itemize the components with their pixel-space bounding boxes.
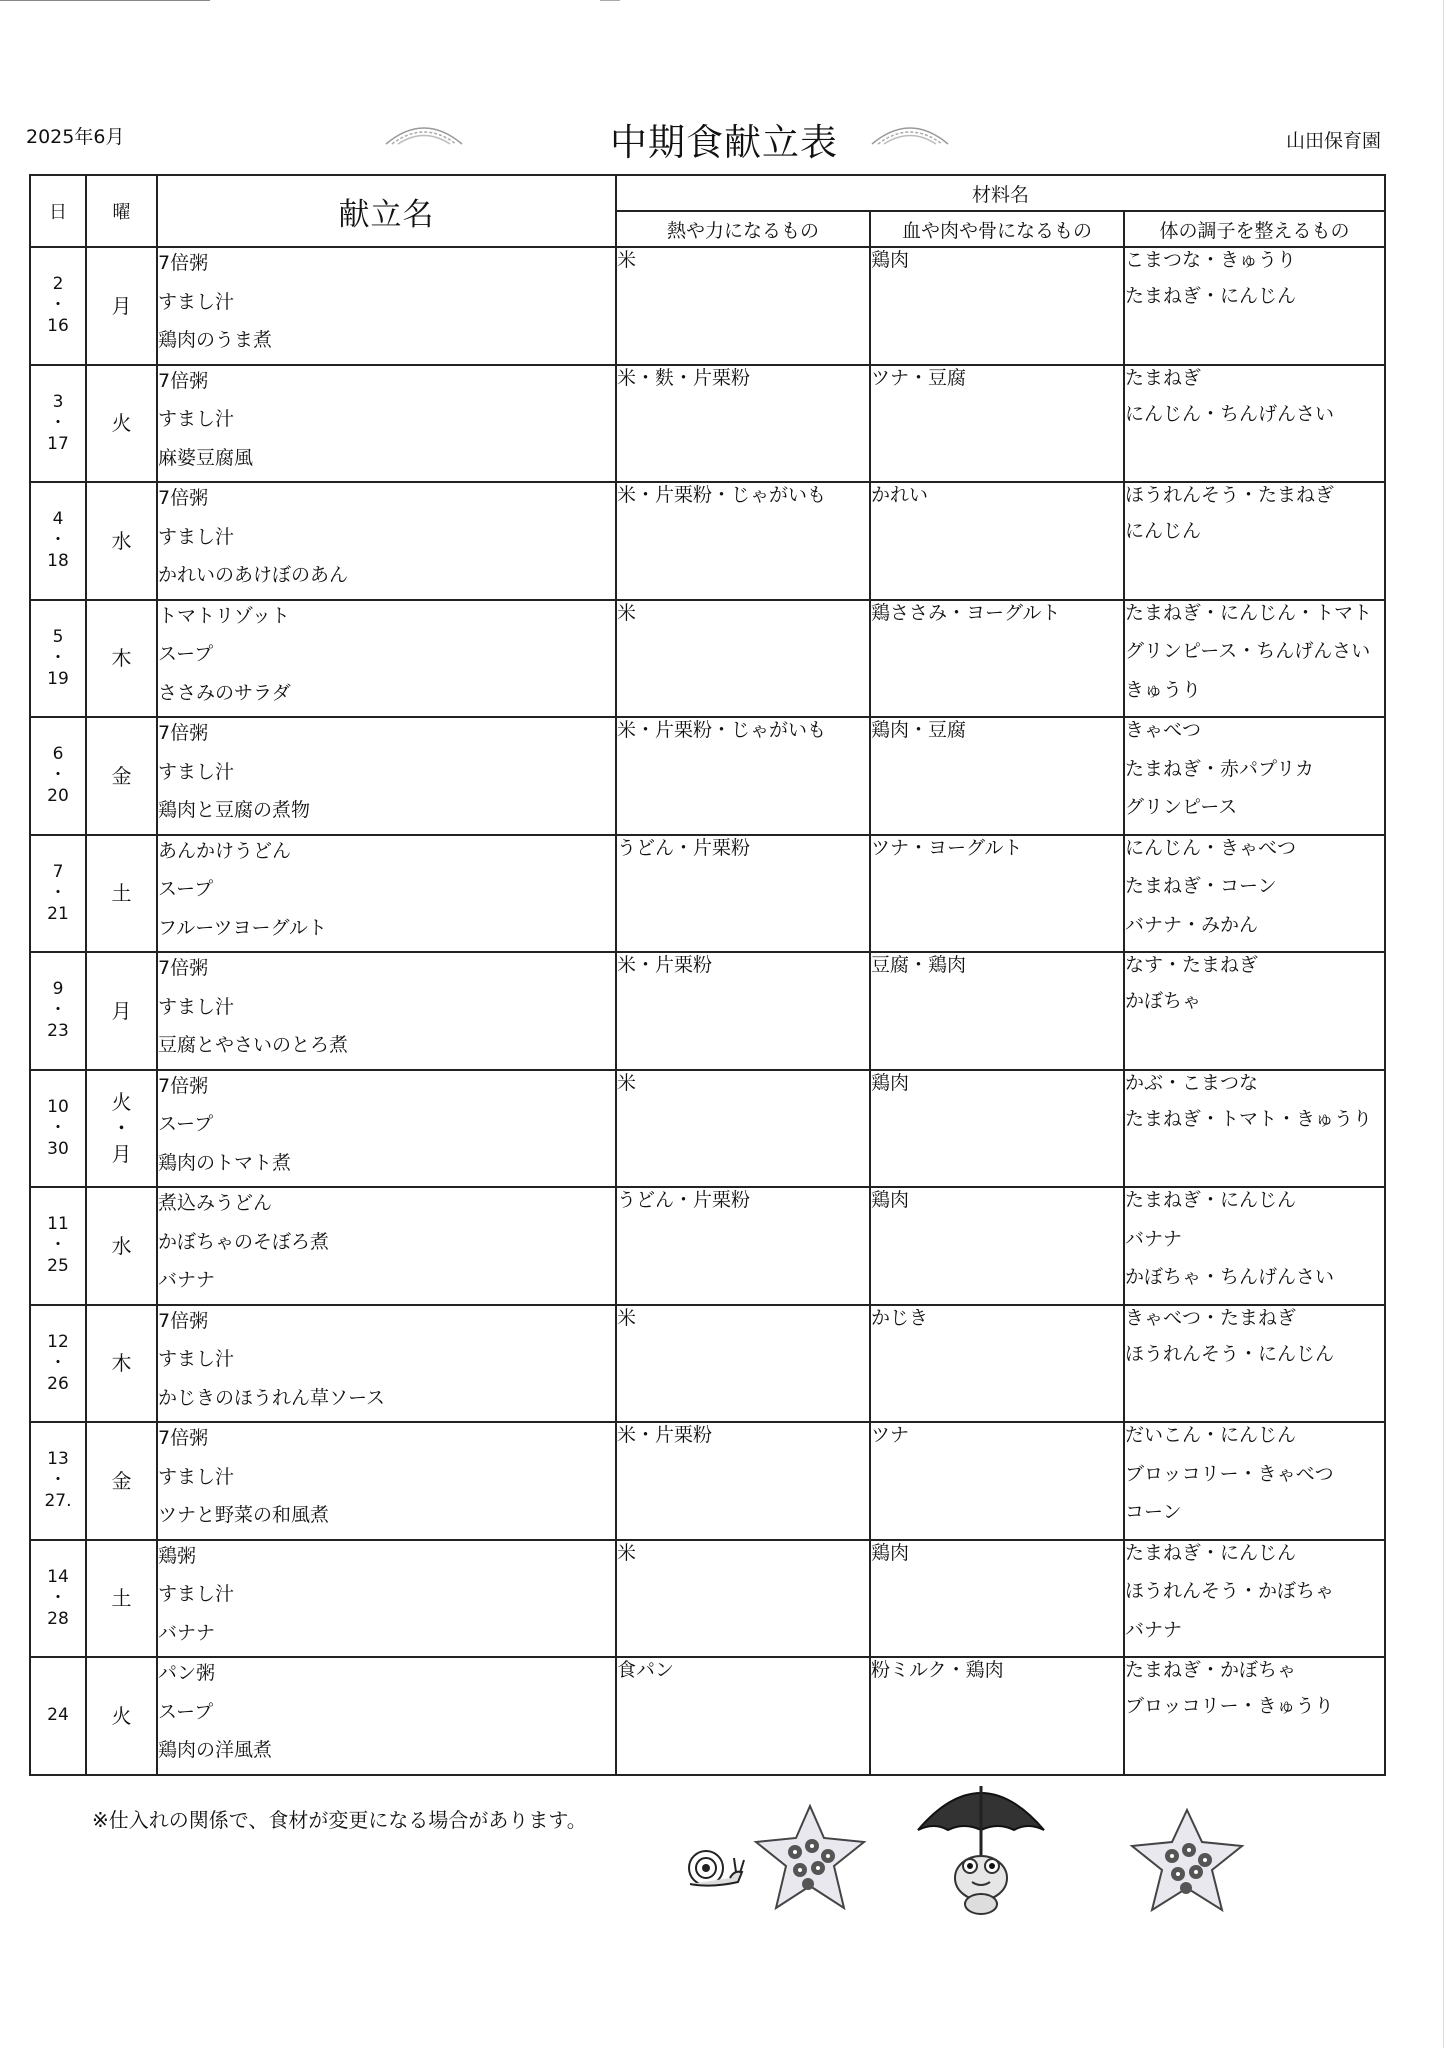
dishes-cell — [157, 1070, 616, 1188]
weekday-cell — [86, 482, 157, 600]
dish-name: 豆腐とやさいのとろ煮 — [158, 1034, 349, 1056]
dish-name: 鶏肉と豆腐の煮物 — [158, 799, 311, 821]
weekday-cell — [86, 1422, 157, 1540]
regulating-foods-cell — [1124, 835, 1385, 953]
energy-foods-cell — [616, 952, 870, 1070]
day-cell — [30, 835, 86, 953]
regulating-foods-cell — [1124, 1657, 1385, 1775]
day-cell — [30, 952, 86, 1070]
dish-name: 麻婆豆腐風 — [158, 446, 254, 469]
ingredient-line: 米 — [617, 601, 637, 624]
day-cell — [30, 1657, 86, 1775]
body-building-foods-cell — [870, 1070, 1124, 1188]
dish-name: すまし汁 — [158, 290, 235, 313]
regulating-foods-cell — [1124, 1305, 1385, 1423]
dish-name: あんかけうどん — [158, 839, 292, 862]
scan-edge-line — [1443, 0, 1444, 2048]
header-day: 日 — [30, 175, 86, 247]
dish-name: ツナと野菜の和風煮 — [158, 1504, 330, 1526]
dish-name: 7倍粥 — [158, 252, 209, 274]
ingredient-line: 鶏肉 — [871, 249, 910, 271]
weekday-part: 火 — [111, 1703, 132, 1728]
ingredient-line: たまねぎ・にんじん — [1125, 285, 1297, 307]
energy-foods-cell — [616, 717, 870, 835]
day-part: 26 — [47, 1373, 69, 1394]
day-part: ・ — [49, 882, 67, 903]
ingredient-line: かぼちゃ — [1125, 990, 1202, 1012]
frog-with-umbrella-icon — [912, 1766, 1050, 1916]
menu-table — [29, 174, 1386, 1776]
weekday-cell — [86, 717, 157, 835]
ingredient-line: こまつな・きゅうり — [1125, 249, 1297, 271]
weekday-part: 月 — [111, 1142, 132, 1167]
day-cell — [30, 717, 86, 835]
day-part: ・ — [49, 1587, 67, 1608]
day-part: 30 — [47, 1138, 69, 1159]
header-regulating-foods: 体の調子を整えるもの — [1124, 211, 1385, 247]
day-part: 4 — [52, 509, 64, 530]
body-building-foods-cell — [870, 835, 1124, 953]
weekday-cell — [86, 1540, 157, 1658]
weekday-cell — [86, 952, 157, 1070]
dishes-cell — [157, 952, 616, 1070]
ingredient-line: 鶏肉・豆腐 — [871, 719, 967, 741]
day-part: 19 — [47, 668, 69, 689]
energy-foods-cell — [616, 600, 870, 718]
dish-name: かれいのあけぼのあん — [158, 564, 349, 586]
day-part: ・ — [49, 530, 67, 551]
rainbow-icon — [868, 118, 952, 146]
header-menu-name: 献立名 — [157, 175, 616, 247]
ingredient-line: 米 — [617, 1541, 637, 1564]
menu-row — [30, 1657, 1385, 1775]
weekday-part: 金 — [111, 1468, 132, 1493]
day-cell — [30, 482, 86, 600]
ingredient-line: たまねぎ・にんじん — [1125, 1189, 1297, 1211]
dish-name: 7倍粥 — [158, 957, 209, 979]
weekday-cell — [86, 1187, 157, 1305]
ingredient-line: きゃべつ・たまねぎ — [1125, 1306, 1297, 1329]
ingredient-line: かぶ・こまつな — [1125, 1071, 1259, 1094]
ingredient-line: バナナ・みかん — [1125, 913, 1259, 936]
dishes-cell — [157, 1540, 616, 1658]
ingredient-line: 米・片栗粉 — [617, 1424, 713, 1446]
day-part: ・ — [49, 295, 67, 316]
dish-name: スープ — [158, 1113, 214, 1135]
ingredient-line: にんじん・きゃべつ — [1125, 836, 1297, 859]
day-part: 3 — [52, 391, 64, 412]
dish-name: 7倍粥 — [158, 1427, 209, 1449]
weekday-cell — [86, 1657, 157, 1775]
weekday-cell — [86, 600, 157, 718]
ingredient-line: ツナ — [871, 1424, 910, 1446]
day-part: ・ — [49, 412, 67, 433]
day-cell — [30, 365, 86, 483]
ingredient-line: 豆腐・鶏肉 — [871, 954, 967, 976]
scan-edge-line — [600, 0, 620, 1]
menu-row — [30, 600, 1385, 718]
ingredient-line: たまねぎ・にんじん — [1125, 1541, 1297, 1564]
energy-foods-cell — [616, 1657, 870, 1775]
menu-row — [30, 247, 1385, 365]
menu-row — [30, 365, 1385, 483]
day-part: 24 — [47, 1705, 69, 1726]
ingredient-line: にんじん — [1125, 520, 1202, 542]
dish-name: すまし汁 — [158, 1348, 235, 1370]
dish-name: バナナ — [158, 1269, 216, 1291]
body-building-foods-cell — [870, 952, 1124, 1070]
dish-name: バナナ — [158, 1621, 216, 1644]
ingredient-line: 米・片栗粉・じゃがいも — [617, 484, 827, 506]
regulating-foods-cell — [1124, 1070, 1385, 1188]
ingredient-line: ほうれんそう・たまねぎ — [1125, 484, 1335, 506]
body-building-foods-cell — [870, 600, 1124, 718]
dishes-cell — [157, 1305, 616, 1423]
regulating-foods-cell — [1124, 952, 1385, 1070]
day-part: 13 — [47, 1449, 69, 1470]
day-part: ・ — [49, 1235, 67, 1256]
hydrangea-icon — [750, 1802, 870, 1914]
day-cell — [30, 1422, 86, 1540]
ingredient-line: コーン — [1125, 1501, 1182, 1523]
ingredient-line: だいこん・にんじん — [1125, 1424, 1297, 1446]
ingredient-line: ツナ・豆腐 — [871, 366, 967, 389]
ingredient-line: グリンピース・ちんげんさい — [1125, 640, 1371, 662]
weekday-part: 金 — [111, 763, 132, 788]
dish-name: すまし汁 — [158, 760, 235, 783]
weekday-part: 水 — [111, 1233, 132, 1258]
scan-edge-line — [0, 0, 210, 1]
energy-foods-cell — [616, 482, 870, 600]
menu-row — [30, 717, 1385, 835]
dish-name: ささみのサラダ — [158, 681, 291, 704]
rainbow-icon — [382, 118, 466, 146]
day-part: 12 — [47, 1331, 69, 1352]
dishes-cell — [157, 835, 616, 953]
weekday-part: 木 — [111, 646, 132, 671]
weekday-part: 土 — [111, 881, 132, 906]
dish-name: パン粥 — [158, 1662, 216, 1684]
regulating-foods-cell — [1124, 1187, 1385, 1305]
day-part: ・ — [49, 647, 67, 668]
day-part: 11 — [47, 1214, 69, 1235]
dishes-cell — [157, 600, 616, 718]
ingredient-line: たまねぎ・コーン — [1125, 875, 1277, 897]
snail-icon — [682, 1828, 748, 1888]
day-cell — [30, 247, 86, 365]
body-building-foods-cell — [870, 482, 1124, 600]
regulating-foods-cell — [1124, 600, 1385, 718]
regulating-foods-cell — [1124, 365, 1385, 483]
header-body-building-foods: 血や肉や骨になるもの — [870, 211, 1124, 247]
ingredient-line: バナナ — [1125, 1227, 1183, 1250]
day-part: 6 — [52, 744, 64, 765]
day-cell — [30, 600, 86, 718]
energy-foods-cell — [616, 365, 870, 483]
day-part: 5 — [52, 626, 64, 647]
weekday-cell — [86, 835, 157, 953]
day-part: 7 — [52, 861, 64, 882]
dish-name: 煮込みうどん — [158, 1192, 273, 1214]
menu-row — [30, 1187, 1385, 1305]
energy-foods-cell — [616, 1187, 870, 1305]
regulating-foods-cell — [1124, 247, 1385, 365]
day-part: 21 — [47, 903, 69, 924]
day-part: 10 — [47, 1096, 69, 1117]
day-cell — [30, 1070, 86, 1188]
body-building-foods-cell — [870, 1305, 1124, 1423]
day-part: 27. — [44, 1491, 72, 1512]
header-weekday: 曜 — [86, 175, 157, 247]
menu-row — [30, 1422, 1385, 1540]
ingredient-line: ほうれんそう・にんじん — [1125, 1342, 1335, 1365]
day-part: 2 — [52, 274, 64, 295]
ingredient-line: たまねぎ・トマト・きゅうり — [1125, 1107, 1373, 1130]
ingredient-line: たまねぎ・かぼちゃ — [1125, 1659, 1297, 1681]
ingredient-line: 米・片栗粉 — [617, 954, 713, 976]
day-part: 14 — [47, 1566, 69, 1587]
day-part: 18 — [47, 551, 69, 572]
menu-row — [30, 952, 1385, 1070]
body-building-foods-cell — [870, 1540, 1124, 1658]
ingredient-line: 米 — [617, 249, 637, 271]
regulating-foods-cell — [1124, 1422, 1385, 1540]
dish-name: 7倍粥 — [158, 1309, 209, 1332]
menu-row — [30, 1305, 1385, 1423]
weekday-part: 月 — [111, 998, 132, 1023]
ingredient-line: ブロッコリー・きゅうり — [1125, 1695, 1334, 1717]
day-part: 20 — [47, 786, 69, 807]
day-cell — [30, 1187, 86, 1305]
ingredient-line: たまねぎ・にんじん・トマト — [1125, 601, 1373, 624]
day-cell — [30, 1305, 86, 1423]
dish-name: すまし汁 — [158, 995, 235, 1018]
dish-name: かぼちゃのそぼろ煮 — [158, 1230, 330, 1253]
menu-row — [30, 1540, 1385, 1658]
ingredient-line: きゅうり — [1125, 678, 1202, 701]
ingredient-line: 米・片栗粉・じゃがいも — [617, 719, 827, 741]
ingredient-line: 米・麩・片栗粉 — [617, 366, 751, 389]
body-building-foods-cell — [870, 717, 1124, 835]
ingredient-line: かぼちゃ・ちんげんさい — [1125, 1266, 1335, 1288]
dishes-cell — [157, 1657, 616, 1775]
dish-name: すまし汁 — [158, 525, 235, 548]
dish-name: 鶏肉の洋風煮 — [158, 1739, 273, 1761]
day-part: 25 — [47, 1256, 69, 1277]
dish-name: 鶏肉のトマト煮 — [158, 1151, 292, 1174]
dish-name: 7倍粥 — [158, 487, 209, 509]
dish-name: かじきのほうれん草ソース — [158, 1386, 386, 1409]
energy-foods-cell — [616, 247, 870, 365]
ingredient-line: なす・たまねぎ — [1125, 954, 1259, 976]
ingredient-line: かじき — [871, 1306, 929, 1329]
dish-name: スープ — [158, 878, 214, 900]
ingredient-line: グリンピース — [1125, 796, 1238, 818]
weekday-part: 火 — [111, 411, 132, 436]
ingredient-line: たまねぎ・赤パプリカ — [1125, 757, 1315, 780]
page-title: 中期食献立表 — [610, 121, 838, 164]
day-part: 23 — [47, 1021, 69, 1042]
dish-name: すまし汁 — [158, 1465, 235, 1488]
ingredient-line: うどん・片栗粉 — [617, 836, 751, 859]
menu-row — [30, 482, 1385, 600]
footer-note: ※仕入れの関係で、食材が変更になる場合があります。 — [92, 1808, 587, 1832]
weekday-part: 月 — [111, 293, 132, 318]
dish-name: トマトリゾット — [158, 604, 290, 627]
day-part: 16 — [47, 316, 69, 337]
energy-foods-cell — [616, 1540, 870, 1658]
dishes-cell — [157, 247, 616, 365]
energy-foods-cell — [616, 1070, 870, 1188]
dish-name: 7倍粥 — [158, 1074, 209, 1097]
weekday-part: 土 — [111, 1586, 132, 1611]
ingredient-line: 鶏肉 — [871, 1541, 910, 1564]
weekday-part: 木 — [111, 1351, 132, 1376]
dishes-cell — [157, 365, 616, 483]
ingredient-line: 鶏肉 — [871, 1189, 910, 1211]
ingredient-line: きゃべつ — [1125, 719, 1202, 741]
day-part: ・ — [49, 1470, 67, 1491]
ingredient-line: かれい — [871, 484, 929, 506]
regulating-foods-cell — [1124, 482, 1385, 600]
weekday-cell — [86, 247, 157, 365]
ingredient-line: 鶏ささみ・ヨーグルト — [871, 601, 1061, 624]
menu-row — [30, 835, 1385, 953]
dish-name: 7倍粥 — [158, 369, 209, 392]
energy-foods-cell — [616, 1305, 870, 1423]
regulating-foods-cell — [1124, 1540, 1385, 1658]
energy-foods-cell — [616, 1422, 870, 1540]
ingredient-line: ほうれんそう・かぼちゃ — [1125, 1580, 1335, 1602]
body-building-foods-cell — [870, 247, 1124, 365]
regulating-foods-cell — [1124, 717, 1385, 835]
dish-name: フルーツヨーグルト — [158, 916, 327, 939]
weekday-part: 火 — [111, 1090, 132, 1115]
ingredient-line: にんじん・ちんげんさい — [1125, 402, 1335, 425]
ingredient-line: バナナ — [1125, 1618, 1183, 1641]
dish-name: すまし汁 — [158, 1583, 235, 1605]
dish-name: 鶏粥 — [158, 1544, 197, 1567]
dish-name: スープ — [158, 1700, 214, 1723]
day-part: ・ — [49, 1352, 67, 1373]
day-part: 17 — [47, 433, 69, 454]
menu-month: 2025年6月 — [26, 126, 125, 148]
ingredient-line: ブロッコリー・きゃべつ — [1125, 1462, 1334, 1485]
body-building-foods-cell — [870, 1422, 1124, 1540]
ingredient-line: 粉ミルク・鶏肉 — [871, 1659, 1004, 1681]
day-part: ・ — [49, 1000, 67, 1021]
body-building-foods-cell — [870, 365, 1124, 483]
day-part: 9 — [52, 979, 64, 1000]
dishes-cell — [157, 1422, 616, 1540]
body-building-foods-cell — [870, 1657, 1124, 1775]
ingredient-line: うどん・片栗粉 — [617, 1189, 751, 1211]
hydrangea-icon — [1124, 1806, 1250, 1916]
ingredient-line: 米 — [617, 1306, 637, 1329]
ingredient-line: 米 — [617, 1071, 637, 1094]
ingredient-line: ツナ・ヨーグルト — [871, 836, 1023, 859]
ingredient-line: 食パン — [617, 1659, 675, 1681]
header-materials: 材料名 — [616, 175, 1385, 211]
day-part: ・ — [49, 1117, 67, 1138]
body-building-foods-cell — [870, 1187, 1124, 1305]
dish-name: 鶏肉のうま煮 — [158, 329, 273, 351]
school-name: 山田保育園 — [1285, 130, 1381, 152]
weekday-cell — [86, 1070, 157, 1188]
menu-row — [30, 1070, 1385, 1188]
day-cell — [30, 1540, 86, 1658]
day-part: ・ — [49, 765, 67, 786]
dish-name: 7倍粥 — [158, 722, 209, 744]
energy-foods-cell — [616, 835, 870, 953]
weekday-part: 水 — [111, 528, 132, 553]
dishes-cell — [157, 482, 616, 600]
dishes-cell — [157, 717, 616, 835]
ingredient-line: 鶏肉 — [871, 1071, 910, 1094]
weekday-cell — [86, 365, 157, 483]
dish-name: スープ — [158, 643, 214, 665]
day-part: 28 — [47, 1608, 69, 1629]
weekday-cell — [86, 1305, 157, 1423]
dishes-cell — [157, 1187, 616, 1305]
weekday-part: ・ — [111, 1116, 132, 1141]
header-energy-foods: 熱や力になるもの — [616, 211, 870, 247]
ingredient-line: たまねぎ — [1125, 366, 1202, 389]
dish-name: すまし汁 — [158, 408, 235, 430]
